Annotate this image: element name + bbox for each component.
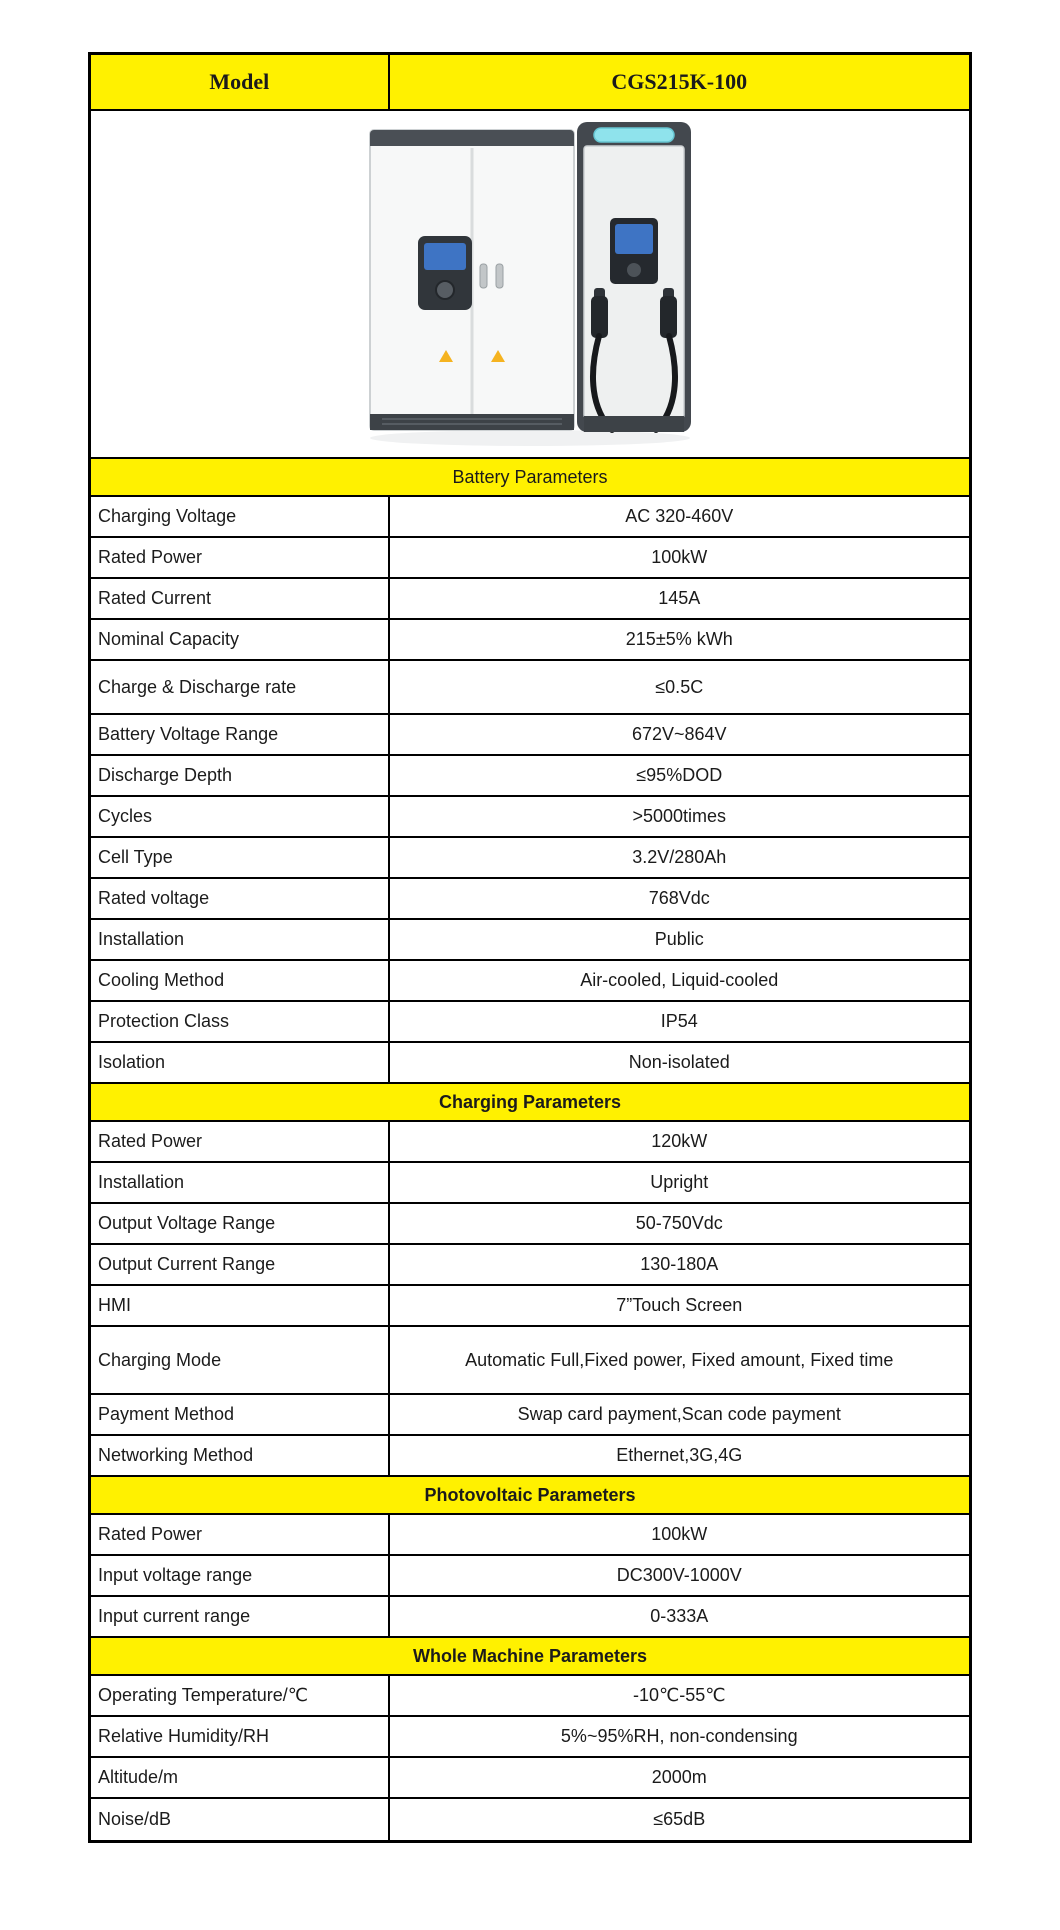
charger-top-light [594,128,674,142]
row-label: Networking Method [91,1436,390,1475]
row-label: Battery Voltage Range [91,715,390,754]
product-image-row [91,111,969,459]
row-label: Rated Power [91,538,390,577]
table-row [91,1245,969,1286]
table-row [91,538,969,579]
row-label: Relative Humidity/RH [91,1717,390,1756]
table-row [91,1395,969,1436]
row-value: AC 320-460V [625,506,734,526]
row-value: 672V~864V [631,724,727,744]
table-row [91,579,969,620]
row-value: 130-180A [640,1254,719,1274]
section-whole-machine-parameters-rows [91,1676,969,1840]
row-label: Protection Class [91,1002,390,1041]
row-value: Swap card payment,Scan code payment [517,1404,841,1424]
row-label: Output Voltage Range [91,1204,390,1243]
row-value: >5000times [632,806,727,826]
row-value: 768Vdc [648,888,710,908]
table-row [91,1436,969,1477]
door-handle-right [496,264,503,288]
row-label: Isolation [91,1043,390,1082]
row-label: Cell Type [91,838,390,877]
section-header-photovoltaic-parameters: Photovoltaic Parameters [91,1477,969,1515]
row-label: Noise/dB [91,1799,390,1840]
row-value: ≤95%DOD [636,765,723,785]
row-value: 0-333A [650,1606,709,1626]
row-label: Output Current Range [91,1245,390,1284]
row-value: Automatic Full,Fixed power, Fixed amount, Fixed time [465,1349,894,1370]
row-label: Installation [91,920,390,959]
product-photo [358,118,703,450]
table-row [91,1122,969,1163]
table-row [91,715,969,756]
row-value: 145A [658,588,701,608]
row-value: 215±5% kWh [625,629,733,649]
row-value: 3.2V/280Ah [632,847,727,867]
row-label: Rated voltage [91,879,390,918]
row-label: Input current range [91,1597,390,1636]
section-header-whole-machine-parameters: Whole Machine Parameters [91,1638,969,1676]
table-row [91,797,969,838]
table-row [91,1286,969,1327]
table-row [91,920,969,961]
row-value: 7”Touch Screen [616,1295,743,1315]
row-label: Cooling Method [91,961,390,1000]
table-row [91,1717,969,1758]
row-label: Input voltage range [91,1556,390,1595]
section-charging-parameters-rows [91,1122,969,1477]
row-value: 100kW [651,547,708,567]
row-label: Installation [91,1163,390,1202]
table-row [91,1676,969,1717]
section-battery-parameters-rows [91,497,969,1084]
table-row [91,1163,969,1204]
table-row [91,1597,969,1638]
row-value: 50-750Vdc [635,1213,723,1233]
row-value: ≤0.5C [655,676,704,697]
table-row [91,661,969,715]
row-value: 120kW [651,1131,708,1151]
row-label: Rated Current [91,579,390,618]
table-row [91,620,969,661]
row-value: Ethernet,3G,4G [616,1445,743,1465]
section-photovoltaic-parameters-rows [91,1515,969,1638]
table-row [91,497,969,538]
row-value: 2000m [651,1767,707,1787]
ground-shadow [370,430,690,446]
row-value: DC300V-1000V [616,1565,742,1585]
row-value: Public [654,929,704,949]
cabinet-dial [436,281,454,299]
row-label: Cycles [91,797,390,836]
ev-charger [577,122,691,432]
table-row [91,1799,969,1840]
battery-cabinet [370,130,574,430]
row-label: Charging Mode [91,1327,390,1393]
row-label: Payment Method [91,1395,390,1434]
row-label: HMI [91,1286,390,1325]
row-value: Air-cooled, Liquid-cooled [580,970,779,990]
section-header-charging-parameters: Charging Parameters [91,1084,969,1122]
table-row [91,879,969,920]
row-label: Altitude/m [91,1758,390,1797]
row-label: Discharge Depth [91,756,390,795]
table-row [91,1043,969,1084]
table-row [91,838,969,879]
row-label: Nominal Capacity [91,620,390,659]
row-value: Non-isolated [628,1052,730,1072]
row-label: Charging Voltage [91,497,390,536]
section-header-battery-parameters: Battery Parameters [91,459,969,497]
row-label: Charge & Discharge rate [91,661,390,713]
row-value: -10℃-55℃ [633,1685,726,1705]
table-header-row [91,55,969,111]
model-label: Model [91,55,390,109]
row-label: Rated Power [91,1122,390,1161]
row-value: Upright [650,1172,709,1192]
row-value: IP54 [660,1011,698,1031]
spec-table [88,52,972,1843]
row-value: ≤65dB [653,1809,706,1829]
table-row [91,1556,969,1597]
table-row [91,1002,969,1043]
row-value: 5%~95%RH, non-condensing [560,1726,798,1746]
table-row [91,1515,969,1556]
door-handle-left [480,264,487,288]
model-value: CGS215K-100 [611,69,748,94]
row-value: 100kW [651,1524,708,1544]
row-label: Operating Temperature/℃ [91,1676,390,1715]
table-row [91,1204,969,1245]
table-row [91,1758,969,1799]
table-row [91,1327,969,1395]
table-row [91,961,969,1002]
table-row [91,756,969,797]
row-label: Rated Power [91,1515,390,1554]
